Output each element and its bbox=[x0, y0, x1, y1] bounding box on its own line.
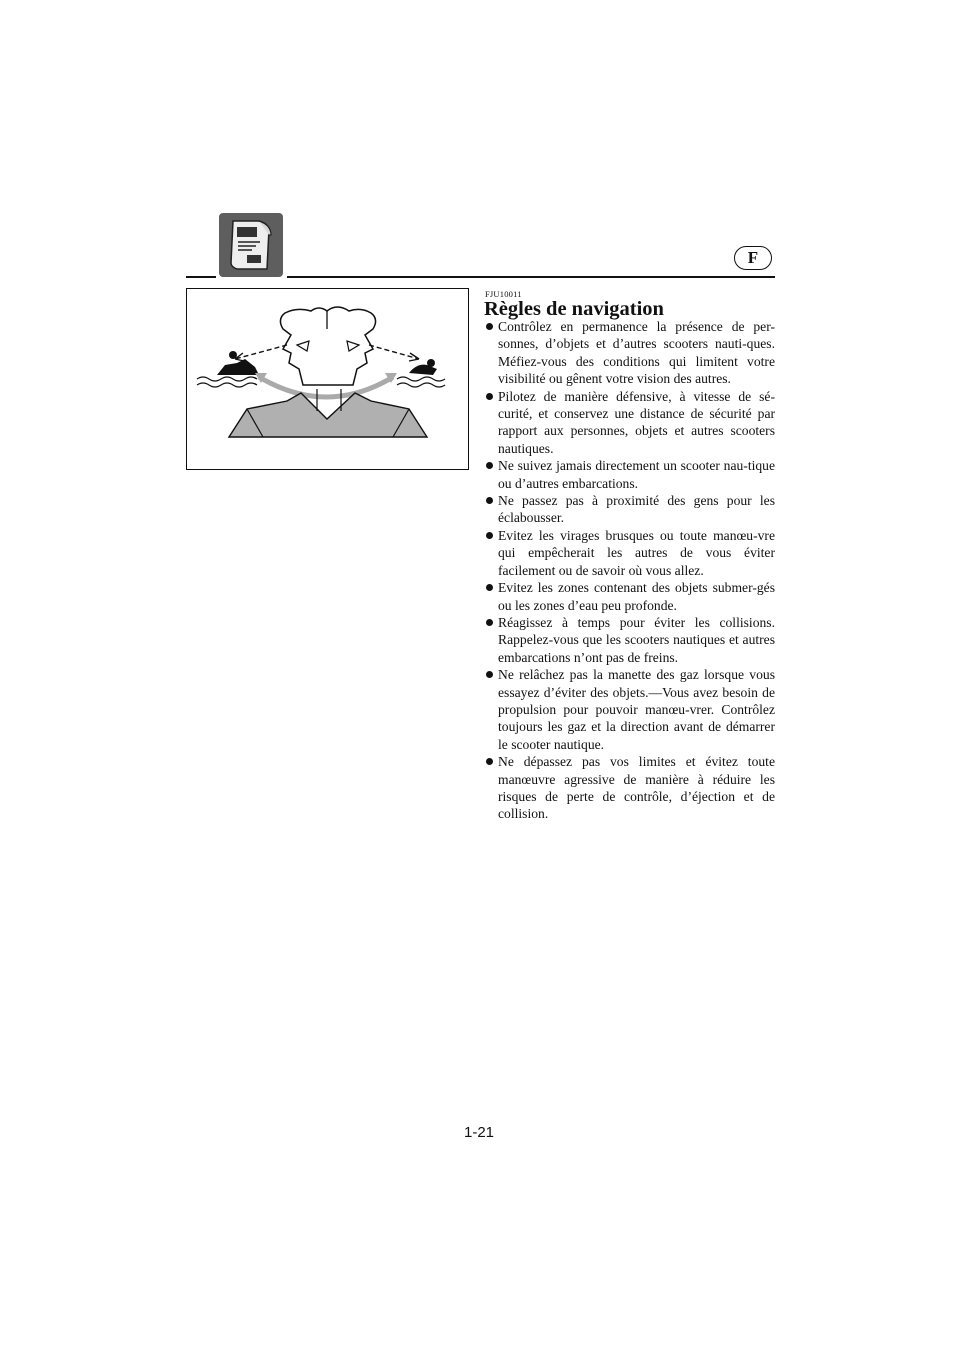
reference-code: FJU10011 bbox=[485, 289, 522, 299]
list-item bbox=[485, 579, 775, 614]
header-rule-left bbox=[186, 276, 216, 278]
list-item bbox=[485, 753, 775, 823]
list-item bbox=[485, 492, 775, 527]
bullet-icon bbox=[486, 758, 493, 765]
navigation-illustration bbox=[186, 288, 469, 470]
list-item-text: Ne suivez jamais directement un scooter nau-tique ou d’autres embarcations. bbox=[498, 458, 775, 491]
bullet-icon bbox=[486, 671, 493, 678]
list-item bbox=[485, 388, 775, 458]
list-item-text: Réagissez à temps pour éviter les collisions. Rappelez-vous que les scooters nautiques et autres embarcations n’ont pas de freins. bbox=[498, 614, 775, 665]
language-badge: F bbox=[734, 246, 772, 270]
list-item bbox=[485, 457, 775, 492]
rules-list bbox=[485, 318, 775, 823]
list-item-text: Ne passez pas à proximité des gens pour les éclabousser. bbox=[498, 493, 775, 526]
list-item bbox=[485, 527, 775, 579]
page-number: 1-21 bbox=[464, 1124, 495, 1141]
list-item-text: Ne relâchez pas la manette des gaz lorsque vous essayez d’éviter des objets.—Vous avez besoin de propulsion pour pouvoir manœu-vrer. Contrôlez toujours les gaz et la direction avant de démarrer le scooter nautique. bbox=[498, 667, 775, 752]
bullet-icon bbox=[486, 462, 493, 469]
bullet-icon bbox=[486, 497, 493, 504]
header-rule-right bbox=[287, 276, 775, 278]
list-item-text: Evitez les zones contenant des objets submer-gés ou les zones d’eau peu profonde. bbox=[498, 580, 775, 613]
list-item-text: Pilotez de manière défensive, à vitesse de sé-curité, et conservez une distance de sécurité par rapport aux personnes, objets et autres scooters nautiques. bbox=[498, 388, 775, 456]
bullet-icon bbox=[486, 532, 493, 539]
section-title: Règles de navigation bbox=[484, 298, 664, 320]
list-item-text: Evitez les virages brusques ou toute manœu-vre qui empêcherait les autres de vous éviter facilement ou de savoir où vous allez. bbox=[498, 527, 775, 578]
bullet-icon bbox=[486, 584, 493, 591]
list-item bbox=[485, 666, 775, 753]
list-item-text: Contrôlez en permanence la présence de per-sonnes, d’objets et d’autres scooters nauti-ques. Méfiez-vous des conditions qui limitent votre visibilité ou gênent votre vision des autres. bbox=[498, 319, 775, 387]
bullet-icon bbox=[486, 323, 493, 330]
manual-book-icon bbox=[219, 213, 283, 277]
bullet-icon bbox=[486, 393, 493, 400]
list-item bbox=[485, 318, 775, 388]
list-item bbox=[485, 614, 775, 666]
list-item-text: Ne dépassez pas vos limites et évitez toute manœuvre agressive de manière à réduire les risques de perte de contrôle, d’éjection et de collision. bbox=[498, 754, 775, 822]
bullet-icon bbox=[486, 619, 493, 626]
